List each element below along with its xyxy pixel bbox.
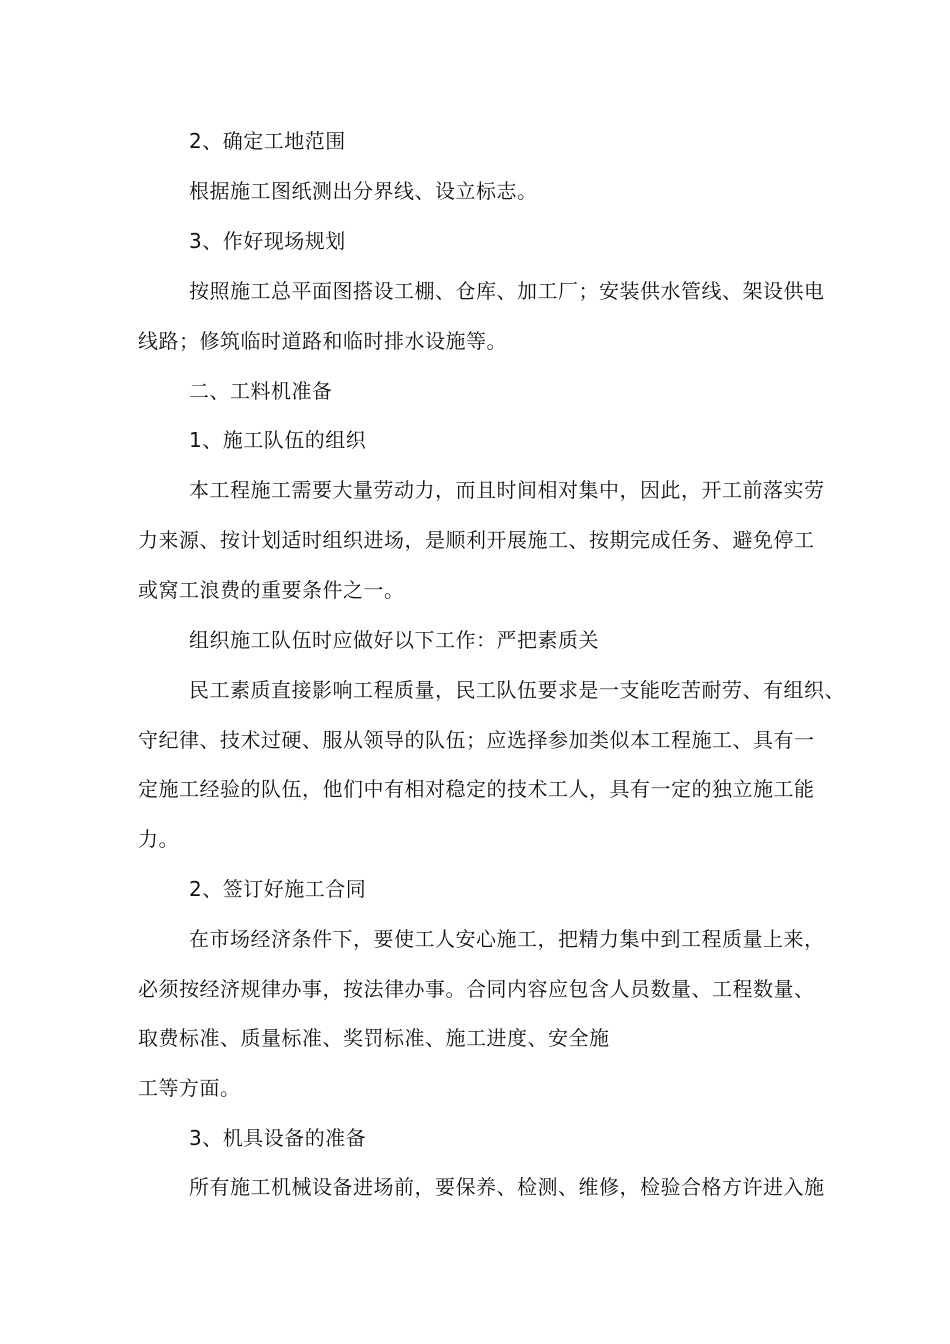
- section-heading: 3、作好现场规划: [189, 229, 346, 253]
- paragraph-line: 必须按经济规律办事，按法律办事。合同内容应包含人员数量、工程数量、: [138, 977, 815, 1001]
- paragraph-line: 组织施工队伍时应做好以下工作：严把素质关: [189, 628, 599, 652]
- section-heading: 二、工料机准备: [189, 379, 333, 403]
- section-heading: 3、机具设备的准备: [189, 1126, 367, 1150]
- paragraph-line: 取费标准、质量标准、奖罚标准、施工进度、安全施: [138, 1026, 610, 1050]
- section-heading: 2、签订好施工合同: [189, 877, 367, 901]
- paragraph-line: 在市场经济条件下，要使工人安心施工，把精力集中到工程质量上来，: [189, 927, 825, 951]
- paragraph-line: 或窝工浪费的重要条件之一。: [138, 578, 405, 602]
- paragraph-line: 力。: [138, 827, 179, 851]
- paragraph-line: 工等方面。: [138, 1076, 241, 1100]
- paragraph-line: 本工程施工需要大量劳动力，而且时间相对集中，因此，开工前落实劳: [189, 478, 825, 502]
- section-heading: 1、施工队伍的组织: [189, 428, 367, 452]
- paragraph-line: 定施工经验的队伍，他们中有相对稳定的技术工人，具有一定的独立施工能: [138, 777, 815, 801]
- paragraph-line: 民工素质直接影响工程质量，民工队伍要求是一支能吃苦耐劳、有组织、: [189, 678, 845, 702]
- paragraph-line: 根据施工图纸测出分界线、设立标志。: [189, 179, 538, 203]
- paragraph-line: 力来源、按计划适时组织进场，是顺利开展施工、按期完成任务、避免停工: [138, 528, 815, 552]
- paragraph-line: 所有施工机械设备进场前，要保养、检测、维修，检验合格方许进入施: [189, 1175, 825, 1199]
- paragraph-line: 线路；修筑临时道路和临时排水设施等。: [138, 329, 507, 353]
- section-heading: 2、确定工地范围: [189, 129, 346, 153]
- paragraph-line: 守纪律、技术过硬、服从领导的队伍；应选择参加类似本工程施工、具有一: [138, 728, 815, 752]
- paragraph-line: 按照施工总平面图搭设工棚、仓库、加工厂；安装供水管线、架设供电: [189, 279, 825, 303]
